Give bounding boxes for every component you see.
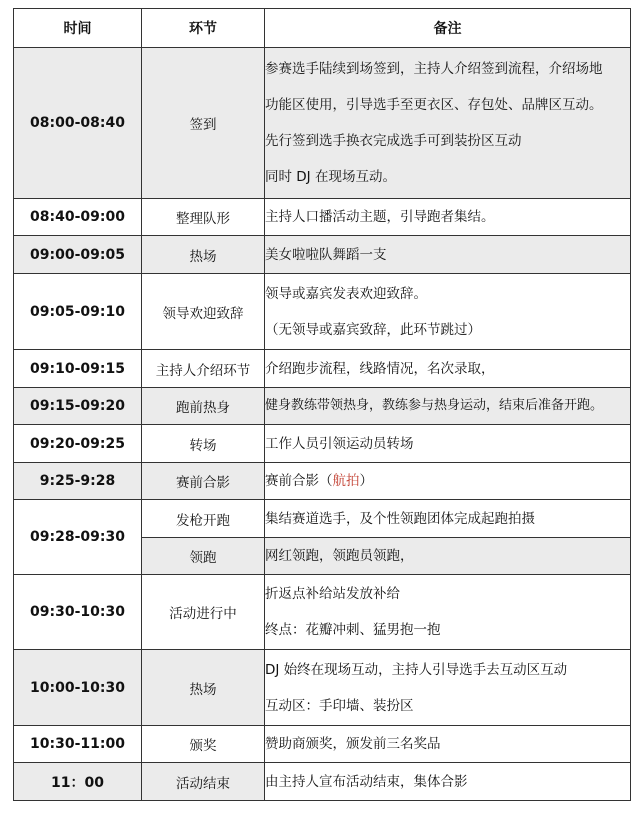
table-row xyxy=(14,199,631,236)
note-line: 由主持人宣布活动结束，集体合影 xyxy=(265,773,468,790)
note-line: 介绍跑步流程，线路情况，名次录取， xyxy=(265,360,495,377)
note-line: 参赛选手陆续到场签到，主持人介绍签到流程，介绍场地 xyxy=(265,61,603,77)
time-cell: 10:00-10:30 xyxy=(14,650,142,726)
note-line: 赞助商颁奖，颁发前三名奖品 xyxy=(265,736,441,752)
segment-cell: 活动结束 xyxy=(142,763,265,801)
notes-cell xyxy=(265,425,631,463)
table-row xyxy=(14,463,631,500)
note-line: 美女啦啦队舞蹈一支 xyxy=(265,246,387,263)
note-suffix: ） xyxy=(359,473,373,489)
segment-cell: 签到 xyxy=(142,48,265,199)
note-prefix: 赛前合影（ xyxy=(265,473,333,489)
table-row xyxy=(14,425,631,463)
time-cell: 09:00-09:05 xyxy=(14,236,142,274)
note-line: 集结赛道选手，及个性领跑团体完成起跑拍摄 xyxy=(265,510,535,527)
notes-cell xyxy=(265,463,631,500)
note-line: 同时 DJ 在现场互动。 xyxy=(265,169,396,185)
notes-cell xyxy=(265,538,631,575)
segment-cell: 颁奖 xyxy=(142,726,265,763)
table-row xyxy=(14,274,631,350)
note-line xyxy=(265,463,630,499)
segment-cell: 主持人介绍环节 xyxy=(142,350,265,388)
time-cell: 08:00-08:40 xyxy=(14,48,142,199)
notes-cell xyxy=(265,48,631,199)
time-cell: 08:40-09:00 xyxy=(14,199,142,236)
table-row xyxy=(14,350,631,388)
schedule-table xyxy=(13,8,631,801)
notes-cell xyxy=(265,236,631,274)
note-line: （无领导或嘉宾致辞，此环节跳过） xyxy=(265,321,481,338)
segment-cell: 赛前合影 xyxy=(142,463,265,500)
note-line: 先行签到选手换衣完成选手可到装扮区互动 xyxy=(265,133,522,149)
time-cell: 09:20-09:25 xyxy=(14,425,142,463)
table-row xyxy=(14,236,631,274)
header-notes: 备注 xyxy=(265,9,631,48)
notes-cell xyxy=(265,500,631,538)
note-line: 终点：花瓣冲刺、猛男抱一抱 xyxy=(265,622,441,638)
segment-cell: 发枪开跑 xyxy=(142,500,265,538)
note-line: 折返点补给站发放补给 xyxy=(265,586,400,602)
table-row xyxy=(14,763,631,801)
notes-cell xyxy=(265,575,631,650)
segment-cell: 热场 xyxy=(142,236,265,274)
note-line: DJ 始终在现场互动，主持人引导选手去互动区互动 xyxy=(265,661,568,678)
notes-cell xyxy=(265,199,631,236)
header-segment: 环节 xyxy=(142,9,265,48)
time-cell: 11：00 xyxy=(14,763,142,801)
note-line: 工作人员引领运动员转场 xyxy=(265,435,414,452)
time-cell: 09:05-09:10 xyxy=(14,274,142,350)
notes-cell xyxy=(265,274,631,350)
segment-cell: 领导欢迎致辞 xyxy=(142,274,265,350)
time-cell: 09:30-10:30 xyxy=(14,575,142,650)
note-line: 互动区：手印墙、装扮区 xyxy=(265,697,414,714)
table-row xyxy=(14,575,631,650)
header-row xyxy=(14,9,631,48)
time-cell: 10:30-11:00 xyxy=(14,726,142,763)
table-row xyxy=(14,650,631,726)
note-line: 领导或嘉宾发表欢迎致辞。 xyxy=(265,285,427,302)
table-row xyxy=(14,388,631,425)
header-time: 时间 xyxy=(14,9,142,48)
note-line: 主持人口播活动主题，引导跑者集结。 xyxy=(265,209,495,225)
note-line: 健身教练带领热身，教练参与热身运动，结束后准备开跑。 xyxy=(265,398,604,413)
segment-cell: 热场 xyxy=(142,650,265,726)
segment-cell: 活动进行中 xyxy=(142,575,265,650)
time-cell: 09:10-09:15 xyxy=(14,350,142,388)
table-row xyxy=(14,500,631,538)
time-cell: 09:15-09:20 xyxy=(14,388,142,425)
table-row xyxy=(14,726,631,763)
note-highlight: 航拍 xyxy=(332,473,360,489)
note-line: 网红领跑，领跑员领跑， xyxy=(265,548,414,564)
time-cell: 09:28-09:30 xyxy=(14,500,142,575)
segment-cell: 跑前热身 xyxy=(142,388,265,425)
notes-cell xyxy=(265,763,631,801)
note-line: 功能区使用，引导选手至更衣区、存包处、品牌区互动。 xyxy=(265,97,603,113)
notes-cell xyxy=(265,388,631,425)
time-cell: 9:25-9:28 xyxy=(14,463,142,500)
notes-cell xyxy=(265,650,631,726)
segment-cell: 整理队形 xyxy=(142,199,265,236)
segment-cell: 领跑 xyxy=(142,538,265,575)
segment-cell: 转场 xyxy=(142,425,265,463)
notes-cell xyxy=(265,726,631,763)
notes-cell xyxy=(265,350,631,388)
table-row xyxy=(14,48,631,199)
